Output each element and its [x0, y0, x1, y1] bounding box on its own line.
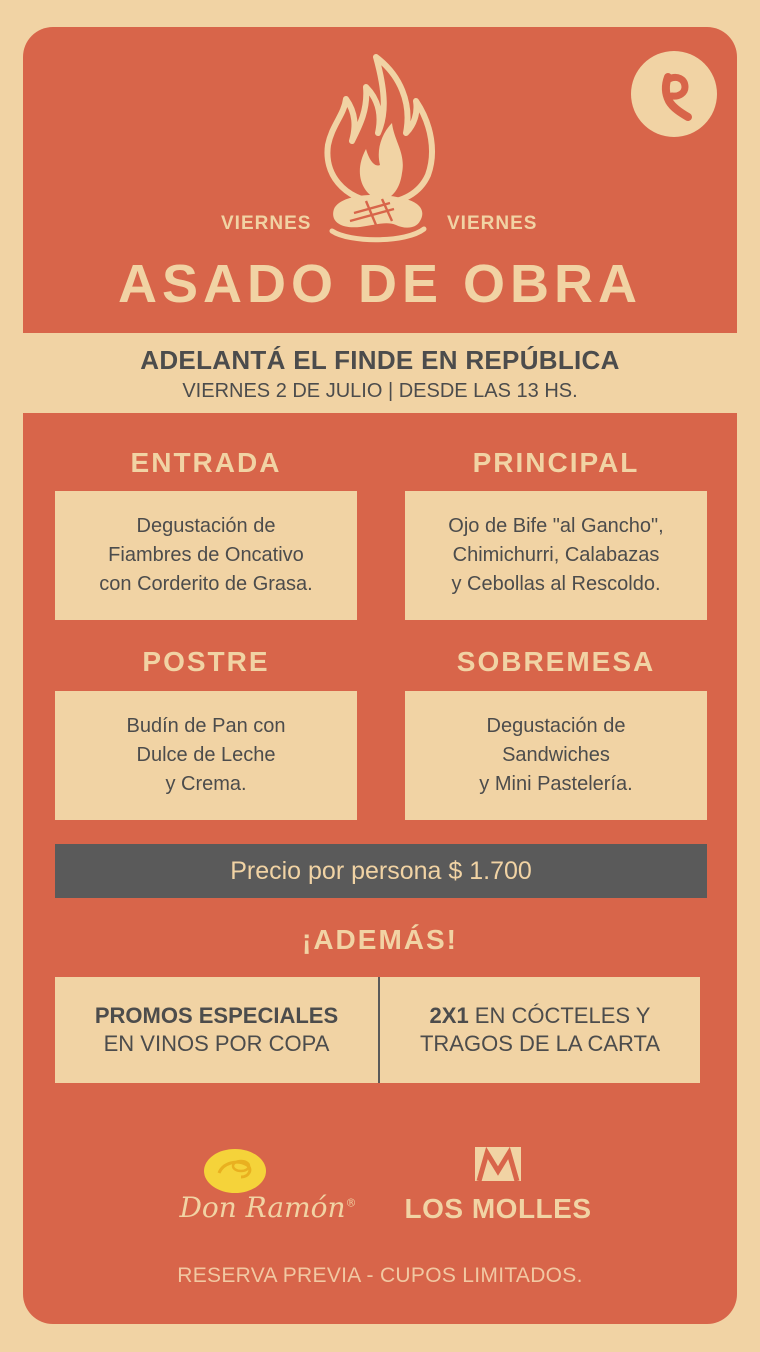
course-line: Budín de Pan con: [126, 715, 286, 737]
course-line: Fiambres de Oncativo: [108, 544, 304, 566]
los-molles-logo: [403, 1147, 593, 1227]
flame-steak-icon: [320, 53, 440, 243]
weekday-left: VIERNES: [221, 213, 312, 234]
event-headline: ADELANTÁ EL FINDE EN REPÚBLICA: [140, 345, 620, 375]
promo-wines: [55, 977, 378, 1083]
main-title: ASADO DE OBRA: [117, 254, 643, 314]
course-line: Sandwiches: [502, 744, 610, 766]
don-ramon-logo-icon: [203, 1147, 267, 1195]
promo-cocktails: [380, 977, 700, 1083]
brand-logo-icon: [631, 51, 717, 137]
course-line: y Crema.: [165, 773, 247, 795]
price-bar: Precio por persona $ 1.700: [55, 844, 707, 898]
los-molles-name: LOS MOLLES: [404, 1193, 592, 1224]
footer-note: RESERVA PREVIA - CUPOS LIMITADOS.: [177, 1264, 583, 1287]
course-line: con Corderito de Grasa.: [99, 573, 313, 595]
course-line: Dulce de Leche: [136, 744, 276, 766]
promo-cocktails-bold: 2X1: [429, 1003, 469, 1028]
course-line: Ojo de Bife "al Gancho",: [448, 515, 664, 537]
don-ramon-logo: [173, 1147, 363, 1227]
course-line: y Cebollas al Rescoldo.: [451, 573, 661, 595]
course-line: Chimichurri, Calabazas: [452, 544, 660, 566]
course-box-principal: [405, 491, 707, 620]
promo-wines-bold: PROMOS ESPECIALES: [94, 1003, 339, 1028]
promo-cocktails-text-2: TRAGOS DE LA CARTA: [419, 1031, 661, 1056]
promo-wines-text: EN VINOS POR COPA: [103, 1031, 330, 1056]
poster-card: [23, 27, 737, 1324]
course-heading-postre: POSTRE: [142, 646, 270, 677]
course-line: y Mini Pastelería.: [479, 773, 633, 795]
event-band: [23, 333, 737, 413]
course-line: Degustación de: [136, 515, 276, 537]
promo-cocktails-text-1: EN CÓCTELES Y: [468, 1003, 651, 1028]
course-heading-entrada: ENTRADA: [130, 447, 282, 478]
weekday-right: VIERNES: [447, 213, 538, 234]
event-date: VIERNES 2 DE JULIO | DESDE LAS 13 HS.: [182, 380, 578, 402]
course-box-sobremesa: [405, 691, 707, 820]
registered-mark: ®: [345, 1196, 357, 1210]
course-line: Degustación de: [486, 715, 626, 737]
course-heading-principal: PRINCIPAL: [472, 447, 640, 478]
course-box-entrada: [55, 491, 357, 620]
course-box-postre: [55, 691, 357, 820]
ademas-heading: ¡ADEMÁS!: [302, 924, 458, 955]
los-molles-logo-icon: [475, 1147, 521, 1181]
don-ramon-name: Don Ramón: [179, 1191, 346, 1224]
course-heading-sobremesa: SOBREMESA: [456, 646, 656, 677]
